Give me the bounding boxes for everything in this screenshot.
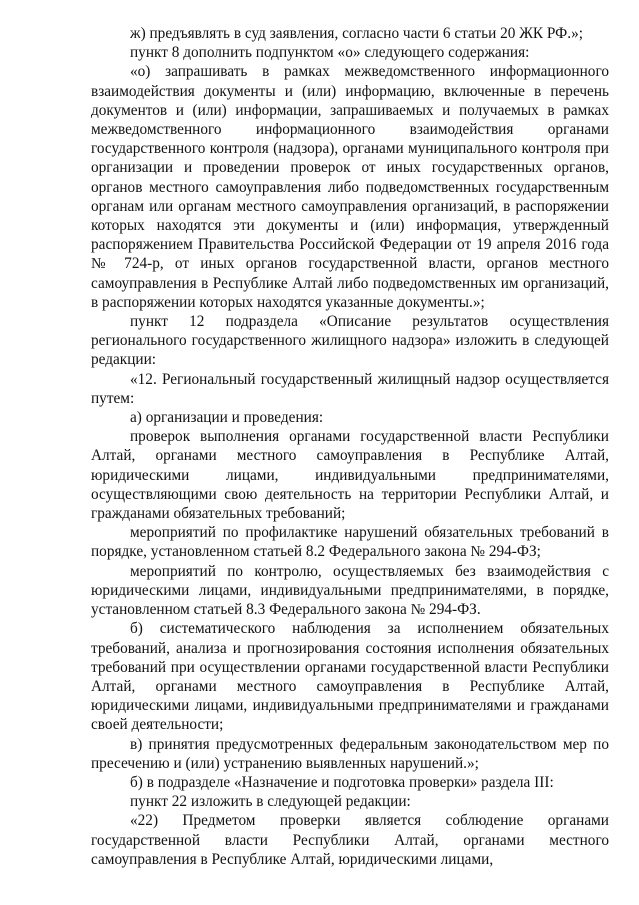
- paragraph-2: пункт 8 дополнить подпунктом «о» следующего содержания:: [130, 44, 530, 62]
- paragraph-13: пункт 22 изложить в следующей редакции:: [130, 793, 411, 811]
- paragraph-8: мероприятий по профилактике нарушений обязательных требований в порядке, установленном статьей 8.2 Федерального закона № 294-ФЗ;: [91, 524, 609, 561]
- paragraph-14: «22) Предметом проверки является соблюдение органами государственной власти Республики Алтай, органами местного самоуправления в Республике Алтай, юридическими лицами,: [91, 812, 609, 868]
- paragraph-1: ж) предъявлять в суд заявления, согласно части 6 статьи 20 ЖК РФ.»;: [130, 25, 583, 42]
- paragraph-5: «12. Региональный государственный жилищный надзор осуществляется путем:: [91, 370, 609, 407]
- paragraph-4: пункт 12 подраздела «Описание результатов осуществления регионального государственного жилищного надзора» изложить в следующей редакции:: [91, 313, 609, 369]
- paragraph-12: б) в подразделе «Назначение и подготовка проверки» раздела III:: [130, 773, 554, 791]
- paragraph-7: проверок выполнения органами государственной власти Республики Алтай, органами местного самоуправления в Республике Алтай, юридическими лицами, индивидуальными предпринимателями, осуществляющими свою деятельность на территории Республики Алтай, и гражданами обязательных требований;: [91, 428, 609, 523]
- paragraph-6: а) организации и проведения:: [130, 409, 324, 427]
- paragraph-10: б) систематического наблюдения за исполнением обязательных требований, анализа и прогнозирования состояния исполнения обязательных требований при осуществлении органами государственной власти Республики Алтай, органами местного самоуправления в Республике Алтай, юридическими лицами, индивидуальными предпринимателями и гражданами своей деятельности;: [91, 620, 609, 734]
- paragraph-11: в) принятия предусмотренных федеральным законодательством мер по пресечению и (или) устранению выявленных нарушений.»;: [91, 735, 609, 772]
- paragraph-9: мероприятий по контролю, осуществляемых без взаимодействия с юридическими лицами, индивидуальными предпринимателями, в порядке, установленном статьей 8.3 Федерального закона № 294-ФЗ.: [91, 562, 609, 619]
- paragraph-3: «о) запрашивать в рамках межведомственного информационного взаимодействия документы и (или) информацию, включенные в перечень документов и (или) информации, запрашиваемых и получаемых в рамках межведомственного информационного взаимодействия органами государственного контроля (надзора), органами муниципального контроля при организации и проведении проверок от иных государственных органов, органов местного самоуправления либо подведомственных государственным органам или органам местного самоуправления организаций, в распоряжении которых находятся эти документы и (или) информация, утвержденный распоряжением Правительства Российской Федерации от 19 апреля 2016 года № 724-р, от иных органов государственной власти, органов местного самоуправления в Республике Алтай либо подведомственных им организаций, в распоряжении которых находятся указанные документы.»;: [91, 63, 609, 311]
